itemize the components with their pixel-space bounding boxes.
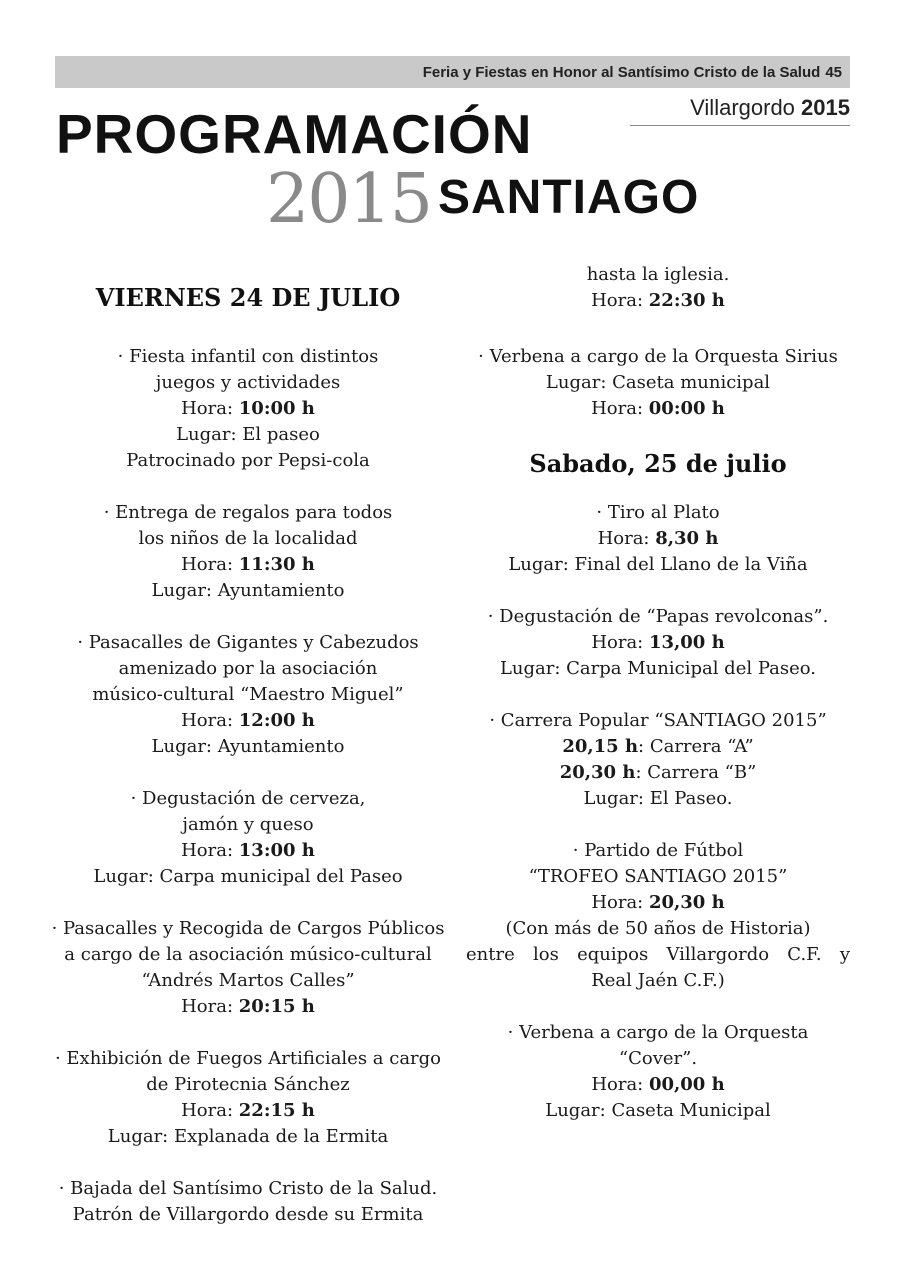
place-year-value: 2015 xyxy=(801,95,850,120)
time-value: 13:00 h xyxy=(238,840,315,861)
event-location: Lugar: Ayuntamiento xyxy=(151,736,345,757)
event-item xyxy=(50,786,446,890)
event-location: Lugar: Ayuntamiento xyxy=(151,580,345,601)
event-line: · Tiro al Plato xyxy=(596,502,720,523)
event-time xyxy=(466,630,850,656)
event-continuation xyxy=(466,262,850,314)
event-time xyxy=(50,708,446,734)
event-item xyxy=(466,838,850,994)
page-number: 45 xyxy=(825,63,842,81)
event-line: juegos y actividades xyxy=(155,372,341,393)
place-name: Villargordo xyxy=(690,95,795,120)
event-time xyxy=(50,838,446,864)
event-item xyxy=(50,344,446,474)
race-label: : Carrera “B” xyxy=(635,762,757,783)
event-location: Lugar: Caseta Municipal xyxy=(545,1100,771,1121)
event-location: Lugar: Explanada de la Ermita xyxy=(107,1126,389,1147)
running-header-title: Feria y Fiestas en Honor al Santísimo Cristo de la Salud xyxy=(422,63,821,81)
race-time-a xyxy=(466,734,850,760)
time-value: 22:15 h xyxy=(238,1100,315,1121)
time-value: 12:00 h xyxy=(238,710,315,731)
event-line: · Entrega de regalos para todos xyxy=(103,502,393,523)
time-label: Hora: xyxy=(591,398,649,419)
event-time xyxy=(466,526,850,552)
time-label: Hora: xyxy=(181,710,239,731)
running-header xyxy=(55,56,850,88)
event-item xyxy=(50,916,446,1020)
event-sponsor: Patrocinado por Pepsi-cola xyxy=(126,450,370,471)
event-item xyxy=(50,1176,446,1228)
time-label: Hora: xyxy=(181,398,239,419)
time-value: 20,30 h xyxy=(648,892,725,913)
time-label: Hora: xyxy=(591,632,649,653)
time-label: Hora: xyxy=(591,892,649,913)
time-label: Hora: xyxy=(181,1100,239,1121)
event-line: “TROFEO SANTIAGO 2015” xyxy=(528,866,788,887)
left-column xyxy=(50,282,446,1254)
event-time xyxy=(466,396,850,422)
event-line: amenizado por la asociación xyxy=(118,658,378,679)
time-value: 00:00 h xyxy=(648,398,725,419)
event-time xyxy=(50,396,446,422)
day-heading-friday: VIERNES 24 DE JULIO xyxy=(95,283,401,312)
right-column xyxy=(466,262,850,1150)
event-line: entre los equipos Villargordo C.F. y xyxy=(466,944,850,965)
time-value: 13,00 h xyxy=(648,632,725,653)
event-item xyxy=(466,500,850,578)
event-item xyxy=(466,1020,850,1124)
time-value: 20:15 h xyxy=(238,996,315,1017)
event-line: · Exhibición de Fuegos Artificiales a cargo xyxy=(54,1048,442,1069)
time-label: Hora: xyxy=(591,290,649,311)
event-location: Lugar: El paseo xyxy=(176,424,320,445)
event-line: · Pasacalles de Gigantes y Cabezudos xyxy=(77,632,419,653)
event-time xyxy=(466,288,850,314)
event-line: Real Jaén C.F.) xyxy=(591,970,725,991)
event-line: Patrón de Villargordo desde su Ermita xyxy=(72,1204,424,1225)
event-item xyxy=(466,708,850,812)
event-line: · Bajada del Santísimo Cristo de la Salud. xyxy=(58,1178,438,1199)
event-line: · Partido de Fútbol xyxy=(572,840,744,861)
event-item xyxy=(50,630,446,760)
event-location: Lugar: Carpa municipal del Paseo xyxy=(93,866,403,887)
time-value: 8,30 h xyxy=(655,528,719,549)
event-time xyxy=(50,1098,446,1124)
time-value: 11:30 h xyxy=(238,554,315,575)
event-line: hasta la iglesia. xyxy=(586,264,730,285)
time-value: 20,15 h xyxy=(562,736,639,757)
event-location: Lugar: El Paseo. xyxy=(583,788,733,809)
event-line: a cargo de la asociación músico-cultural xyxy=(64,944,432,965)
time-label: Hora: xyxy=(591,1074,649,1095)
place-year xyxy=(630,95,850,126)
time-value: 10:00 h xyxy=(238,398,315,419)
event-time xyxy=(466,890,850,916)
event-line: · Verbena a cargo de la Orquesta “Cover”. xyxy=(507,1022,809,1069)
time-label: Hora: xyxy=(597,528,656,549)
event-item xyxy=(466,604,850,682)
event-line: de Pirotecnia Sánchez xyxy=(146,1074,350,1095)
event-line: · Verbena a cargo de la Orquesta Sirius xyxy=(478,346,838,367)
event-line: jamón y queso xyxy=(182,814,314,835)
time-value: 20,30 h xyxy=(559,762,636,783)
event-line: · Pasacalles y Recogida de Cargos Públicos xyxy=(51,918,445,939)
event-line: · Degustación de cerveza, xyxy=(130,788,366,809)
event-line: · Carrera Popular “SANTIAGO 2015” xyxy=(489,710,827,731)
time-value: 00,00 h xyxy=(648,1074,725,1095)
race-label: : Carrera “A” xyxy=(638,736,754,757)
time-label: Hora: xyxy=(181,840,239,861)
title-year: 2015 xyxy=(266,160,432,239)
event-time xyxy=(466,1072,850,1098)
event-line: “Andrés Martos Calles” xyxy=(141,970,355,991)
title-subtitle: SANTIAGO xyxy=(438,171,700,224)
event-item xyxy=(50,1046,446,1150)
event-location: Lugar: Carpa Municipal del Paseo. xyxy=(499,658,817,679)
race-time-b xyxy=(466,760,850,786)
time-label: Hora: xyxy=(181,996,239,1017)
day-heading-saturday: Sabado, 25 de julio xyxy=(529,449,787,478)
event-line: los niños de la localidad xyxy=(138,528,358,549)
time-value: 22:30 h xyxy=(648,290,725,311)
event-line: · Degustación de “Papas revolconas”. xyxy=(487,606,829,627)
event-line: músico-cultural “Maestro Miguel” xyxy=(92,684,404,705)
time-label: Hora: xyxy=(181,554,239,575)
event-line: · Fiesta infantil con distintos xyxy=(117,346,379,367)
page-title: PROGRAMACIÓN xyxy=(56,103,533,165)
event-item xyxy=(50,500,446,604)
event-item xyxy=(466,344,850,422)
event-line: (Con más de 50 años de Historia) xyxy=(505,918,811,939)
event-time xyxy=(50,994,446,1020)
event-time xyxy=(50,552,446,578)
event-location: Lugar: Final del Llano de la Viña xyxy=(508,554,808,575)
event-location: Lugar: Caseta municipal xyxy=(545,372,771,393)
